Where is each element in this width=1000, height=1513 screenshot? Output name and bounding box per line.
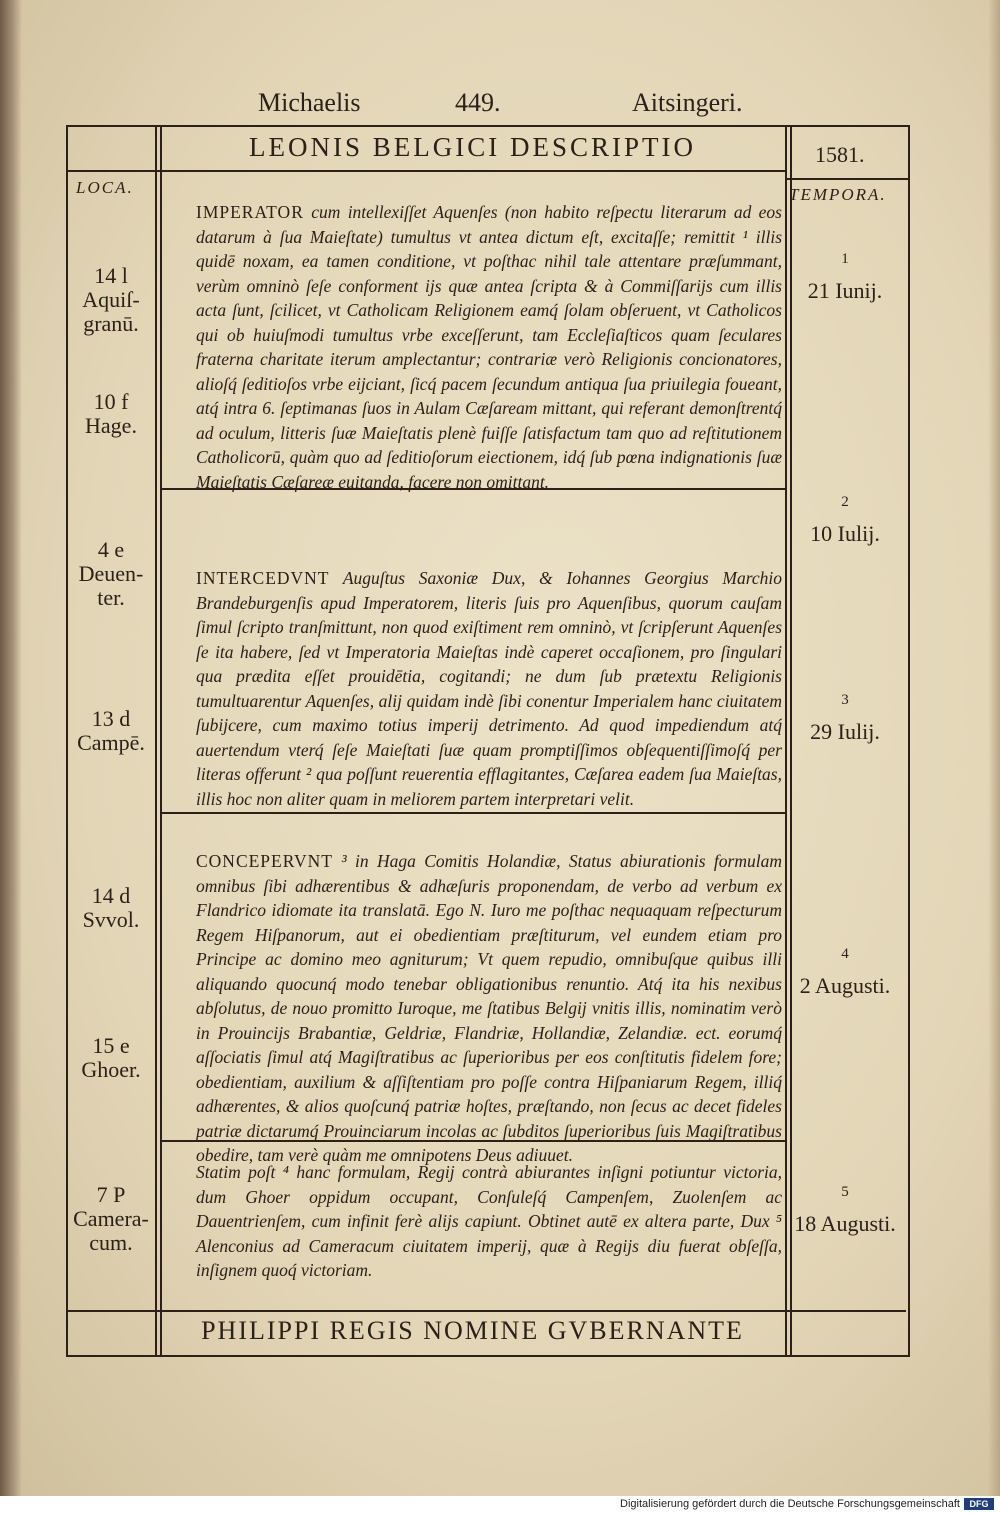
place-name: Aquiſ- bbox=[82, 287, 140, 312]
place-name: Campē. bbox=[77, 730, 145, 755]
date-text: 21 Iunij. bbox=[807, 278, 883, 303]
place-entry bbox=[70, 538, 152, 610]
digitization-bar bbox=[0, 1496, 1000, 1513]
title-rule bbox=[160, 170, 785, 172]
date-note-number: 4 bbox=[841, 946, 849, 962]
place-ref: 4 e bbox=[97, 537, 125, 562]
footer-rule bbox=[66, 1310, 906, 1312]
section-rule bbox=[160, 812, 785, 814]
date-entry bbox=[790, 247, 900, 303]
footer-title: PHILIPPI REGIS NOMINE GVBERNANTE bbox=[201, 1316, 744, 1345]
place-name: Hage. bbox=[85, 413, 137, 438]
place-entry bbox=[70, 1034, 152, 1082]
date-text: 18 Augusti. bbox=[794, 1211, 896, 1236]
running-head-right: Aitsingeri. bbox=[632, 88, 743, 117]
place-ref: 13 d bbox=[91, 706, 131, 731]
loca-header: LOCA. bbox=[76, 178, 134, 197]
date-note-number: 5 bbox=[841, 1184, 849, 1200]
paragraph-text: ³ in Haga Comitis Holandiæ, Status abiurationis formulam omnibus ſibi adhærentibus & adhæſuris proponendam, de verbo ad verbum ex Flandrico idiomate ita translatā. Ego N. Iuro me poſthac nequaquam reſpecturum Regem Hiſpanorum, aut ei obedientiam præſtiturum, vel eundem etiam pro Principe ac domino meo agniturum; Vt quem repudio, omnibuſque quibus illi aliquando quocunq́ modo tenebar obligationibus renuntio. Atq́ ita his nexibus abſolutus, de nouo promitto Iuroque, me ſtatibus Belgij vnitis illis, nominatim verò in Prouincijs Brabantiæ, Geldriæ, Flandriæ, Hollandiæ, Zelandiæ. ect. eorumq́ aſſociatis ſimul atq́ Magiſtratibus ac ſuperioribus per eos conſtitutis fidelem fore; obedientiam, auxilium & aſſiſtentiam pro poſſe contra Hiſpaniarum Regem, illiq́ adhærentes, & alios quoſcunq́ patriæ hoſtes, præſtando, non ſecus ac decet fideles patriæ dictarumq́ Prouinciarum incolas ac ſubditos ſuperioribus ſuis Magiſtratibus obedire, tam verè quàm me omnipotens Deus adiuuet. bbox=[196, 851, 782, 1165]
place-ref: 15 e bbox=[92, 1033, 130, 1058]
section-rule bbox=[160, 1140, 785, 1142]
place-name-cont: cum. bbox=[89, 1230, 133, 1255]
page-edge bbox=[988, 0, 1000, 1496]
running-head-left: Michaelis bbox=[258, 88, 361, 117]
place-name: Deuen- bbox=[78, 561, 144, 586]
place-entry bbox=[70, 707, 152, 755]
date-note-number: 3 bbox=[841, 692, 849, 708]
place-name-cont: granū. bbox=[83, 311, 139, 336]
date-entry bbox=[790, 942, 900, 998]
date-entry bbox=[790, 1180, 900, 1236]
paragraph-lead: IMPERATOR bbox=[196, 202, 304, 222]
place-ref: 10 f bbox=[93, 389, 129, 414]
date-note-number: 2 bbox=[841, 494, 849, 510]
place-ref: 7 P bbox=[96, 1182, 126, 1207]
page-number: 449. bbox=[455, 88, 501, 117]
paragraph-text: Auguſtus Saxoniæ Dux, & Iohannes Georgius Marchio Brandeburgenſis apud Imperatorem, literis ſuis pro Aquenſibus, quorum cauſam ſimul ſcripto tranſmittunt, non quod exiſtiment rem omninò, vt ſcripſerunt Aquenſes ſe ita habere, ſed vt Imperatoria Maieſtas indè caperet occaſionem, pro ſingulari qua prædita eſſet prouidētia, cogitandi; ne dum ſub prætextu Religionis tumultuarentur Aquenſes, alij quidam indè ſibi conentur Imperialem hanc ciuitatem ſubijcere, cum maximo totius imperij detrimento. Ad quod impediendum atq́ auertendum vterq́ ſeſe Maieſtati ſuæ quam promptiſſimos obſequentiſſimoſq́ per literas offerunt ² qua poſſunt reuerentia efflagitantes, Cæſarea eadem ſua Maieſtas, illis hoc non aliter quam in meliorem partem interpretari velit. bbox=[196, 568, 782, 809]
date-entry bbox=[790, 688, 900, 744]
paragraph-imperator bbox=[196, 200, 782, 494]
place-name: Camera- bbox=[73, 1206, 149, 1231]
date-note-number: 1 bbox=[841, 251, 849, 267]
paragraph-statim bbox=[196, 1160, 782, 1283]
loca-header-rule bbox=[66, 170, 160, 172]
section-rule bbox=[160, 488, 785, 490]
tempora-header: TEMPORA. bbox=[789, 185, 887, 204]
date-entry bbox=[790, 490, 900, 546]
paragraph-intercedunt bbox=[196, 566, 782, 811]
paragraph-text: cum intellexiſſet Aquenſes (non habito reſpectu literarum ad eos datarum à ſua Maieſtate) tumultus vt antea dictum eſt, excitaſſe; remittit ¹ illis quidē noxam, ea tamen conditione, vt poſthac nihil tale attentare præſummant, verùm omninò ſeſe conforment ijs quæ antea ſcripta & à Commiſſarijs cum illis acta ſunt, ſcilicet, vt Catholicam Religionem eamq́ ſolam obſeruent, vt Catholicos qui ob huiuſmodi tumultus vrbe exceſſerunt, tam Eccleſiaſticos quam ſeculares fraterna charitate iterum amplectantur; contrariæ verò Religionis concionatores, alioſq́ ſeditioſos vrbe eijciant, ſicq́ pacem ſecundum antiqua ſua priuilegia foueant, atq́ intra 6. ſeptimanas ſuos in Aulam Cæſaream mittant, qui referant demonſtrentq́ ad oculum, litteris ſuæ Maieſtatis plenè fuiſſe ſatisfactum tam quo ad reſtitutionem Catholicorū, quàm quo ad ſeditioſorum eiectionem, idq́ ſub pœna indignationis ſuæ Maieſtatis Cæſareæ euitanda, facere non omittant. bbox=[196, 202, 782, 492]
date-text: 10 Iulij. bbox=[810, 521, 880, 546]
dfg-logo: DFG bbox=[964, 1498, 994, 1510]
loca-column-rule-inner bbox=[160, 125, 162, 1355]
place-name: Ghoer. bbox=[81, 1057, 141, 1082]
date-text: 2 Augusti. bbox=[799, 973, 891, 998]
paragraph-conceperunt bbox=[196, 849, 782, 1168]
place-name-cont: ter. bbox=[97, 585, 125, 610]
loca-column-rule bbox=[155, 125, 157, 1355]
place-entry bbox=[70, 884, 152, 932]
year: 1581. bbox=[815, 142, 865, 167]
book-binding-shadow bbox=[0, 0, 22, 1496]
tempora-column-rule bbox=[785, 125, 787, 1355]
place-entry bbox=[70, 264, 152, 336]
place-name: Svvol. bbox=[82, 907, 140, 932]
page-title: LEONIS BELGICI DESCRIPTIO bbox=[249, 132, 696, 162]
digitization-note: Digitalisierung gefördert durch die Deutsche Forschungsgemeinschaft bbox=[620, 1498, 960, 1510]
place-entry bbox=[70, 1183, 152, 1255]
place-entry bbox=[70, 390, 152, 438]
date-text: 29 Iulij. bbox=[810, 719, 880, 744]
place-ref: 14 d bbox=[91, 883, 131, 908]
paragraph-lead: INTERCEDVNT bbox=[196, 568, 330, 588]
paragraph-lead: CONCEPERVNT bbox=[196, 851, 333, 871]
place-ref: 14 l bbox=[94, 263, 128, 288]
tempora-header-rule bbox=[785, 178, 908, 180]
paragraph-text: Statim poſt ⁴ hanc formulam, Regij contrà abiurantes inſigni potiuntur victoria, dum Ghoer oppidum occupant, Conſuleſq́ Campenſem, Zuolenſem ac Dauentrienſem, cum infinit ferè alijs capiunt. Obtinet autē ex altera parte, Dux ⁵ Alenconius ad Cameracum ciuitatem imperij, quæ à Regijs diu fuerat obſeſſa, inſignem quoq́ victoriam. bbox=[196, 1162, 782, 1280]
